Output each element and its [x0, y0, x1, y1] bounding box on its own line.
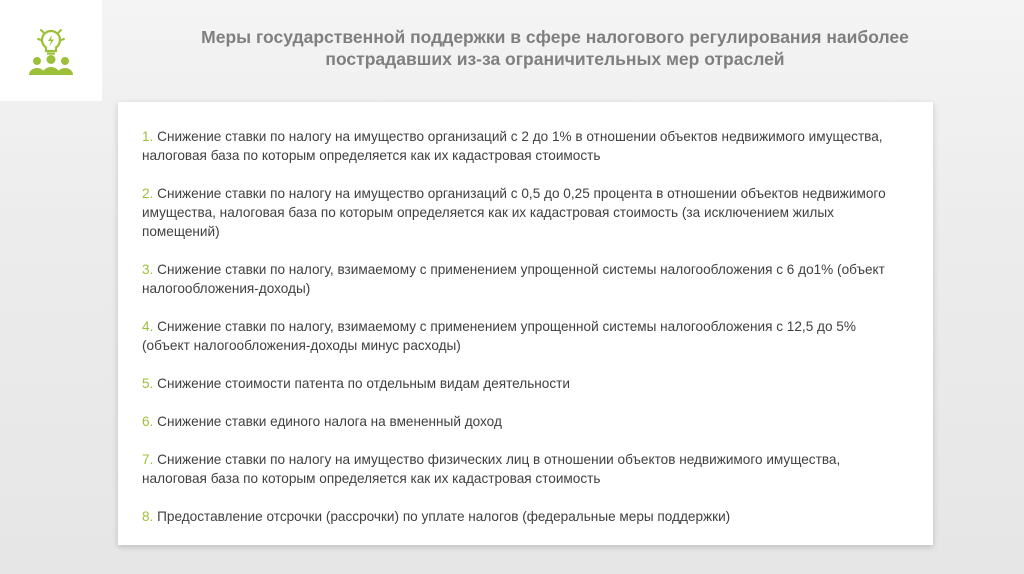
list-item	[142, 184, 902, 241]
item-text: Снижение стоимости патента по отдельным видам деятельности	[157, 376, 570, 391]
item-text: Снижение ставки по налогу на имущество организаций с 0,5 до 0,25 процента в отношении объектов недвижимого имущества, налоговая база по которым определяется как их кадастровая стоимость (за исключением жилых помещений)	[142, 186, 886, 239]
list-item	[142, 374, 902, 393]
measures-card	[118, 102, 933, 545]
item-text: Снижение ставки по налогу, взимаемому с применением упрощенной системы налогообложения с 6 до1% (объект налогообложения-доходы)	[142, 262, 885, 296]
slide-title-line-1: Меры государственной поддержки в сфере налогового регулирования наиболее	[201, 27, 909, 47]
list-item	[142, 260, 902, 298]
item-number: 8.	[142, 509, 154, 524]
list-item	[142, 412, 902, 431]
list-item	[142, 507, 902, 526]
item-text: Снижение ставки по налогу на имущество физических лиц в отношении объектов недвижимого имущества, налоговая база по которым определяется как их кадастровая стоимость	[142, 452, 841, 486]
item-number: 5.	[142, 376, 154, 391]
item-number: 1.	[142, 129, 154, 144]
item-number: 7.	[142, 452, 154, 467]
item-text: Снижение ставки единого налога на вмененный доход	[157, 414, 502, 429]
idea-team-icon	[25, 25, 77, 77]
item-text: Снижение ставки по налогу на имущество организаций с 2 до 1% в отношении объектов недвижимого имущества, налоговая база по которым определяется как их кадастровая стоимость	[142, 129, 883, 163]
list-item	[142, 317, 902, 355]
item-text: Предоставление отсрочки (рассрочки) по уплате налогов (федеральные меры поддержки)	[157, 509, 731, 524]
item-number: 3.	[142, 262, 154, 277]
item-number: 2.	[142, 186, 154, 201]
list-item	[142, 450, 902, 488]
slide-title	[110, 26, 1000, 70]
item-number: 4.	[142, 319, 154, 334]
list-item	[142, 127, 902, 165]
item-text: Снижение ставки по налогу, взимаемому с применением упрощенной системы налогообложения с 12,5 до 5% (объект налогообложения-доходы минус расходы)	[142, 319, 856, 353]
slide-title-line-2: пострадавших из-за ограничительных мер отраслей	[325, 49, 785, 69]
item-number: 6.	[142, 414, 154, 429]
measures-list	[142, 127, 902, 545]
logo-tile	[0, 0, 102, 101]
